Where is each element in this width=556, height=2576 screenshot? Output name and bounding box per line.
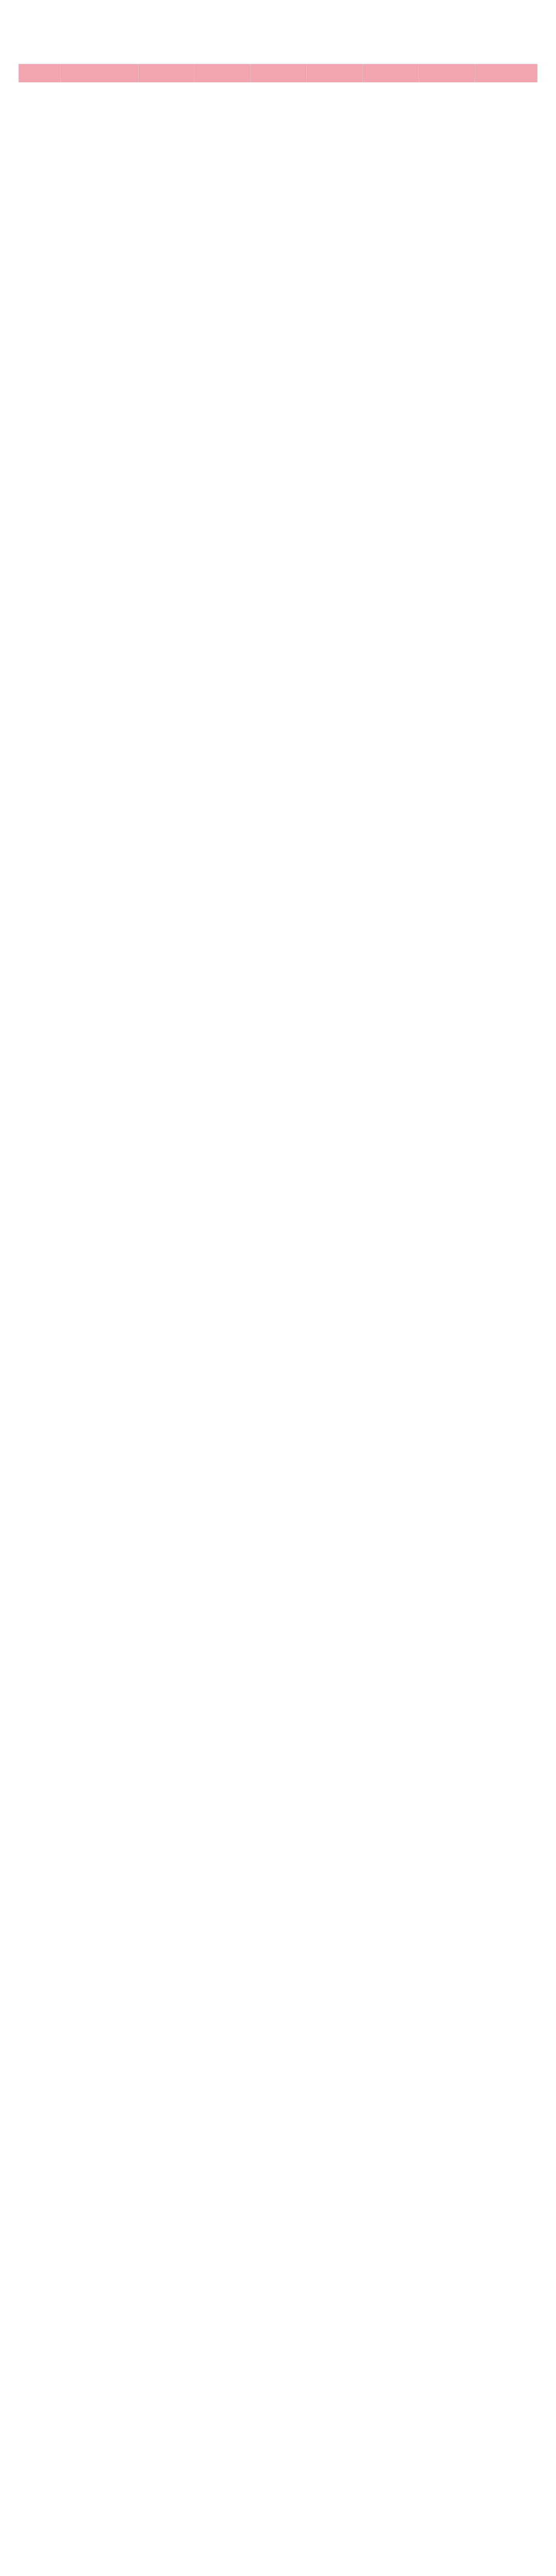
- data-table: [19, 64, 537, 82]
- header-day-4: [306, 64, 362, 82]
- header-province: [19, 64, 61, 82]
- header-day-7: [475, 64, 537, 82]
- header-row: [19, 64, 537, 82]
- header-day-3: [251, 64, 307, 82]
- header-city: [60, 64, 138, 82]
- title-block: [0, 0, 556, 62]
- header-day-5: [362, 64, 419, 82]
- header-day-1: [138, 64, 195, 82]
- header-day-6: [419, 64, 475, 82]
- header-day-2: [195, 64, 251, 82]
